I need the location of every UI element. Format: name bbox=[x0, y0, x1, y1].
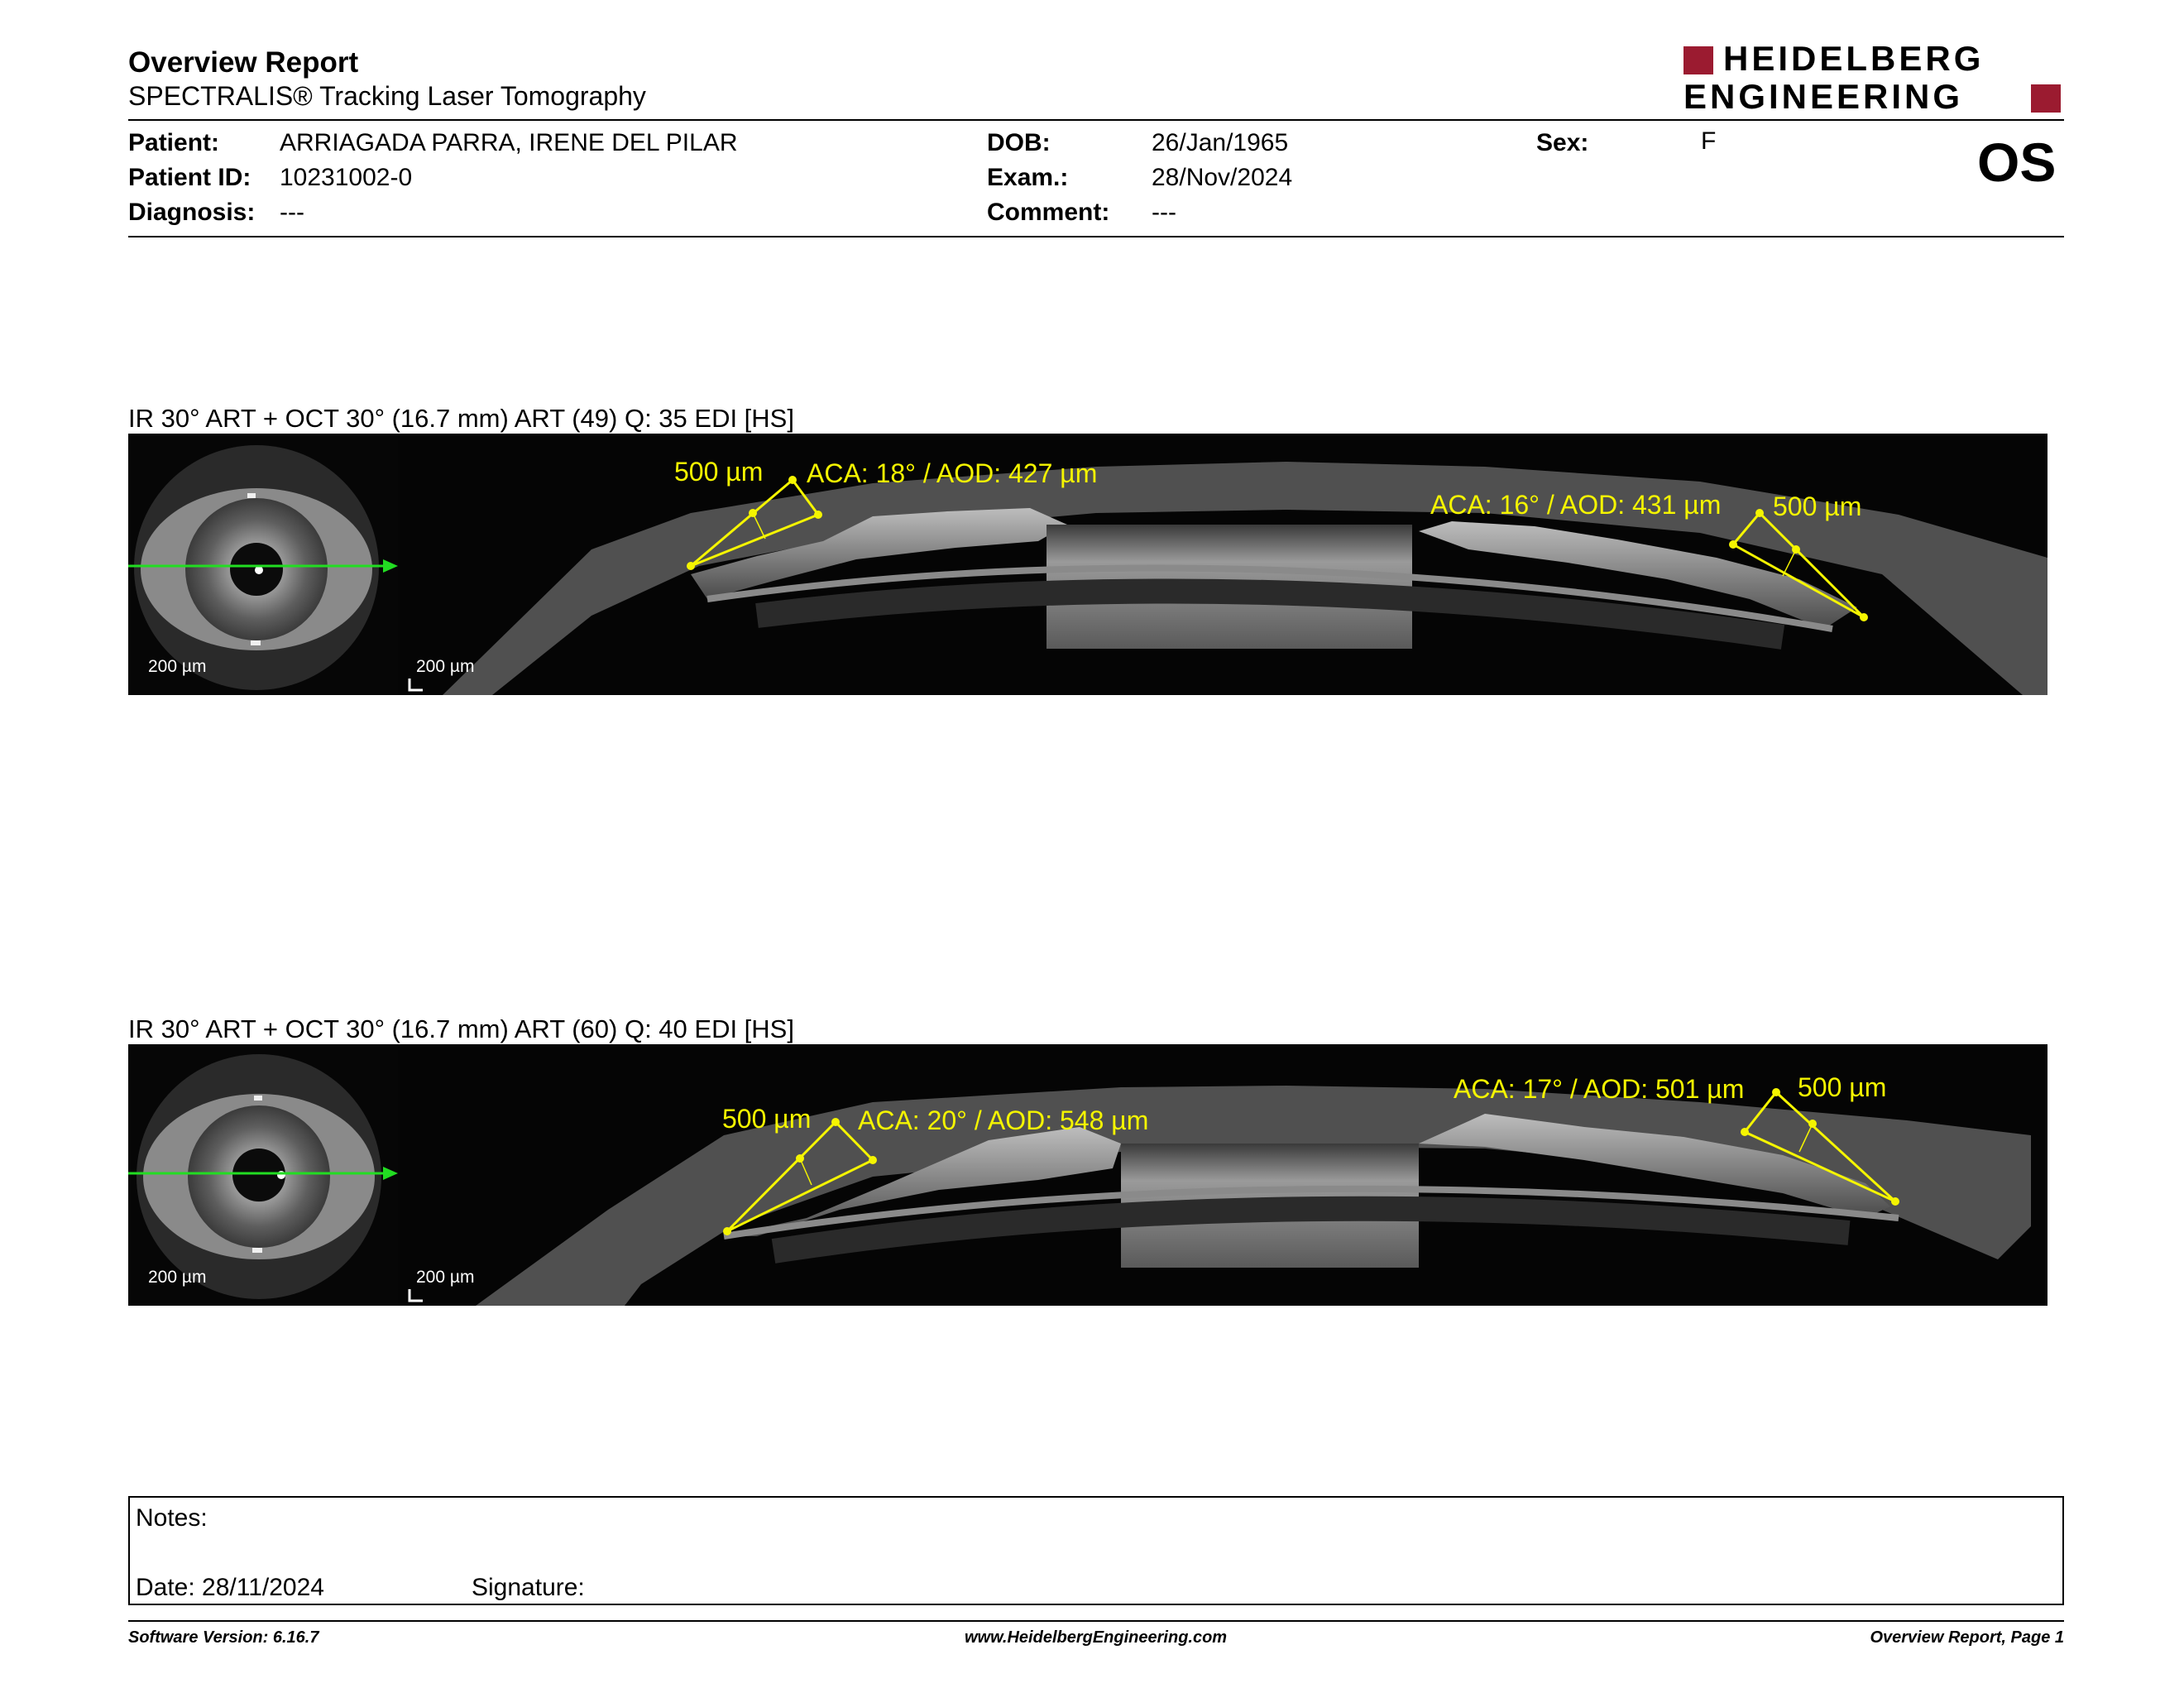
notes-box[interactable] bbox=[128, 1496, 2064, 1605]
patient-label: Patient: bbox=[128, 129, 220, 156]
logo-square-top bbox=[1684, 46, 1713, 74]
logo-line1: HEIDELBERG bbox=[1723, 39, 1985, 78]
software-version: Software Version: 6.16.7 bbox=[128, 1628, 319, 1647]
patient-divider bbox=[128, 236, 2064, 237]
sex-label: Sex: bbox=[1536, 129, 1589, 156]
report-title: Overview Report bbox=[128, 46, 359, 79]
exam-value: 28/Nov/2024 bbox=[1152, 164, 1293, 191]
diagnosis-label: Diagnosis: bbox=[128, 199, 256, 226]
footer-divider bbox=[128, 1620, 2064, 1622]
date-label: Date: 28/11/2024 bbox=[136, 1574, 324, 1601]
left-ruler-label: 500 µm bbox=[722, 1104, 812, 1134]
diagnosis-value: --- bbox=[280, 199, 304, 226]
report-subtitle: SPECTRALIS® Tracking Laser Tomography bbox=[128, 81, 646, 111]
right-angle-measure: ACA: 16° / AOD: 431 µm bbox=[1430, 490, 1722, 520]
exam-label: Exam.: bbox=[987, 164, 1069, 191]
fundus-scale-label: 200 µm bbox=[148, 657, 207, 676]
right-ruler-label: 500 µm bbox=[1773, 492, 1862, 521]
left-ruler-label: 500 µm bbox=[674, 457, 764, 487]
logo-square-bottom bbox=[2031, 84, 2061, 113]
patient-id-value: 10231002-0 bbox=[280, 164, 413, 191]
oct-scale-label: 200 µm bbox=[416, 657, 475, 676]
header-divider bbox=[128, 119, 2064, 121]
right-ruler-label: 500 µm bbox=[1798, 1072, 1887, 1102]
patient-value: ARRIAGADA PARRA, IRENE DEL PILAR bbox=[280, 129, 738, 156]
patient-id-label: Patient ID: bbox=[128, 164, 251, 191]
fundus-scale-label: 200 µm bbox=[148, 1268, 207, 1287]
oct-bscan bbox=[128, 1044, 2048, 1306]
comment-label: Comment: bbox=[987, 199, 1110, 226]
sex-value: F bbox=[1701, 127, 1717, 155]
notes-label: Notes: bbox=[136, 1504, 208, 1532]
signature-label: Signature: bbox=[472, 1574, 585, 1601]
website-link[interactable]: www.HeidelbergEngineering.com bbox=[965, 1628, 1228, 1647]
scan-1-label: IR 30° ART + OCT 30° (16.7 mm) ART (49) Q: 35 EDI [HS] bbox=[128, 404, 794, 433]
eye-indicator: OS bbox=[1977, 132, 2057, 193]
scan-1-image[interactable] bbox=[128, 434, 2048, 695]
heidelberg-logo bbox=[1684, 39, 2064, 116]
oct-scale-label: 200 µm bbox=[416, 1268, 475, 1287]
comment-value: --- bbox=[1152, 199, 1176, 226]
logo-line2: ENGINEERING bbox=[1684, 77, 1964, 116]
scan-2-image[interactable] bbox=[128, 1044, 2048, 1306]
dob-value: 26/Jan/1965 bbox=[1152, 129, 1289, 156]
dob-label: DOB: bbox=[987, 129, 1051, 156]
left-angle-measure: ACA: 20° / AOD: 548 µm bbox=[858, 1105, 1149, 1135]
page-indicator: Overview Report, Page 1 bbox=[1870, 1628, 2064, 1647]
right-angle-measure: ACA: 17° / AOD: 501 µm bbox=[1454, 1074, 1745, 1104]
left-angle-measure: ACA: 18° / AOD: 427 µm bbox=[807, 458, 1098, 488]
scan-2-label: IR 30° ART + OCT 30° (16.7 mm) ART (60) Q: 40 EDI [HS] bbox=[128, 1014, 794, 1043]
